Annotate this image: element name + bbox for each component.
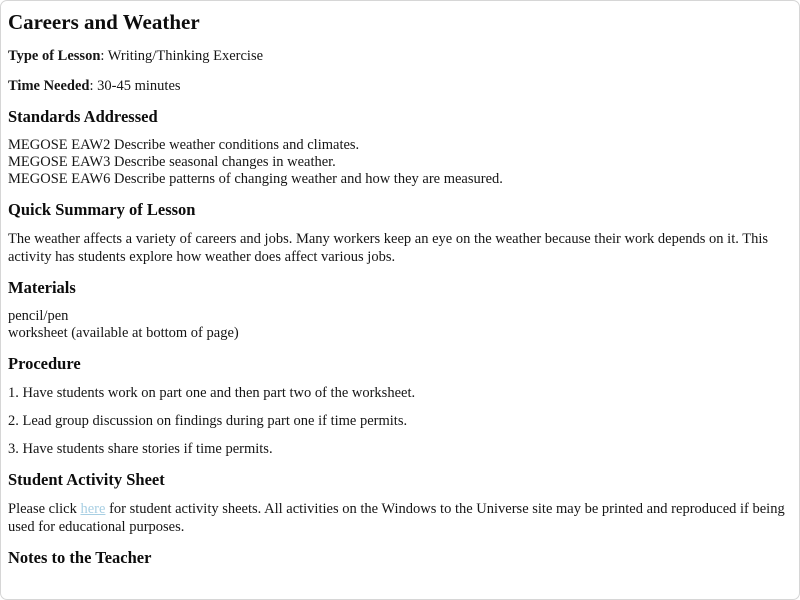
activity-sheet-heading: Student Activity Sheet	[8, 470, 165, 489]
material-item: worksheet (available at bottom of page)	[8, 325, 239, 341]
standards-list	[8, 137, 792, 188]
activity-sheet-text	[8, 500, 792, 536]
activity-sheet-text-before: Please click	[8, 501, 81, 517]
standards-heading: Standards Addressed	[8, 107, 158, 126]
procedure-heading: Procedure	[8, 354, 81, 373]
procedure-step: 1. Have students work on part one and then part two of the worksheet.	[8, 385, 416, 401]
summary-heading: Quick Summary of Lesson	[8, 200, 196, 219]
time-needed-line	[8, 77, 792, 95]
type-of-lesson-value: : Writing/Thinking Exercise	[100, 48, 264, 64]
standard-item: MEGOSE EAW3 Describe seasonal changes in weather.	[8, 154, 336, 170]
standard-item: MEGOSE EAW2 Describe weather conditions and climates.	[8, 137, 360, 153]
summary-text: The weather affects a variety of careers and jobs. Many workers keep an eye on the weather because their work depends on it. This activity has students explore how weather does affect various jobs.	[8, 231, 769, 265]
materials-list	[8, 308, 792, 342]
material-item: pencil/pen	[8, 308, 69, 324]
type-of-lesson-line	[8, 47, 792, 65]
time-needed-label: Time Needed	[8, 78, 90, 94]
materials-heading: Materials	[8, 278, 76, 297]
procedure-step: 2. Lead group discussion on findings during part one if time permits.	[8, 413, 408, 429]
type-of-lesson-label: Type of Lesson	[8, 48, 101, 64]
procedure-step: 3. Have students share stories if time permits.	[8, 441, 273, 457]
notes-heading: Notes to the Teacher	[8, 548, 152, 567]
time-needed-value: : 30-45 minutes	[89, 78, 181, 94]
activity-sheet-text-after: for student activity sheets. All activities on the Windows to the Universe site may be printed and reproduced if being used for educational purposes.	[8, 501, 785, 535]
standard-item: MEGOSE EAW6 Describe patterns of changing weather and how they are measured.	[8, 171, 503, 187]
page-title: Careers and Weather	[8, 10, 200, 34]
activity-sheet-here-link[interactable]: here	[80, 501, 106, 517]
